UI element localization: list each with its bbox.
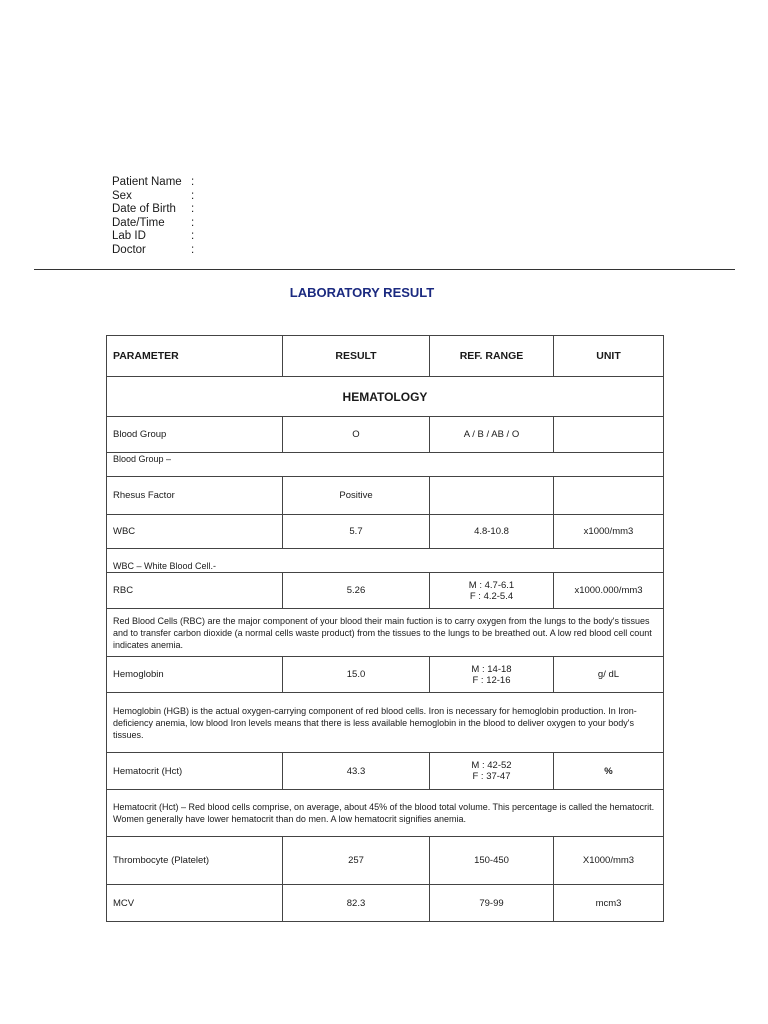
table-row [107, 515, 664, 549]
unit-rbc: x1000.000/mm3 [554, 573, 664, 609]
lab-results-table [106, 335, 664, 922]
header-divider [34, 269, 735, 270]
doctor-label: Doctor [112, 243, 146, 256]
unit-wbc: x1000/mm3 [554, 515, 664, 549]
range-hematocrit-male: M : 42-52 [471, 760, 512, 771]
result-mcv: 82.3 [283, 885, 430, 922]
doctor-row [112, 244, 201, 258]
note-hemoglobin: Hemoglobin (HGB) is the actual oxygen-carrying component of red blood cells. Iron is necessary for hemoglobin production. In Iron-deficiency anemia, low blood Iron levels means that there is less available hemoglobin in the blood to deliver oxygen to your body's tissues. [107, 693, 664, 753]
table-row [107, 477, 664, 515]
patient-name-label: Patient Name [112, 176, 182, 188]
param-wbc: WBC [107, 515, 283, 549]
note-row [107, 453, 664, 477]
patient-info [112, 176, 201, 258]
unit-thrombocyte: X1000/mm3 [554, 837, 664, 885]
param-rhesus: Rhesus Factor [107, 477, 283, 515]
table-header-row [107, 336, 664, 377]
datetime-sep: : [191, 216, 195, 229]
unit-blood-group [554, 417, 664, 453]
lab-id-sep: : [191, 230, 195, 243]
report-title: LABORATORY RESULT [289, 285, 435, 300]
note-rbc: Red Blood Cells (RBC) are the major component of your blood their main fuction is to carry oxygen from the lungs to the body's tissues and to transfer carbon dioxide (a normal cells waste product) from the tissues to the lungs to be breathed out. A low red blood cell count indicates anemia. [107, 609, 664, 657]
header-parameter: PARAMETER [107, 336, 283, 377]
note-row [107, 790, 664, 837]
table-row [107, 573, 664, 609]
result-blood-group: O [283, 417, 430, 453]
header-unit: UNIT [554, 336, 664, 377]
result-thrombocyte: 257 [283, 837, 430, 885]
note-blood-group: Blood Group – [107, 453, 664, 477]
unit-rhesus [554, 477, 664, 515]
param-thrombocyte: Thrombocyte (Platelet) [107, 837, 283, 885]
dob-row [112, 203, 201, 217]
note-row [107, 549, 664, 573]
range-hematocrit-female: F : 37-47 [472, 771, 511, 782]
unit-hemoglobin: g/ dL [554, 657, 664, 693]
datetime-row [112, 217, 201, 231]
section-hematology: HEMATOLOGY [107, 377, 664, 417]
patient-name-sep: : [191, 176, 195, 188]
patient-name-row [112, 176, 201, 190]
range-hematocrit [430, 753, 554, 790]
sex-sep: : [191, 189, 195, 202]
result-rhesus: Positive [283, 477, 430, 515]
dob-sep: : [191, 203, 195, 216]
result-hematocrit: 43.3 [283, 753, 430, 790]
range-hemoglobin-female: F : 12-16 [472, 674, 511, 686]
table-row [107, 885, 664, 922]
table-row [107, 837, 664, 885]
datetime-label: Date/Time [112, 216, 165, 229]
lab-id-row [112, 230, 201, 244]
header-ref-range: REF. RANGE [430, 336, 554, 377]
param-blood-group: Blood Group [107, 417, 283, 453]
range-blood-group: A / B / AB / O [430, 417, 554, 453]
table-row [107, 753, 664, 790]
param-mcv: MCV [107, 885, 283, 922]
table-row [107, 417, 664, 453]
note-row [107, 693, 664, 753]
range-hemoglobin [430, 657, 554, 693]
param-hemoglobin: Hemoglobin [107, 657, 283, 693]
note-row [107, 609, 664, 657]
range-wbc: 4.8-10.8 [430, 515, 554, 549]
param-hematocrit: Hematocrit (Hct) [107, 753, 283, 790]
doctor-sep: : [191, 243, 195, 256]
range-rhesus [430, 477, 554, 515]
note-wbc: WBC – White Blood Cell.- [107, 549, 664, 573]
result-hemoglobin: 15.0 [283, 657, 430, 693]
section-row [107, 377, 664, 417]
sex-label: Sex [112, 189, 132, 202]
table-row [107, 657, 664, 693]
dob-label: Date of Birth [112, 203, 176, 216]
result-rbc: 5.26 [283, 573, 430, 609]
param-rbc: RBC [107, 573, 283, 609]
note-hematocrit: Hematocrit (Hct) – Red blood cells comprise, on average, about 45% of the blood total volume. This percentage is called the hematocrit. Women generally have lower hematocrit than do men. A low hematocrit signifies anemia. [107, 790, 664, 837]
range-rbc-male: M : 4.7-6.1 [468, 579, 515, 591]
result-wbc: 5.7 [283, 515, 430, 549]
unit-mcv: mcm3 [554, 885, 664, 922]
header-result: RESULT [283, 336, 430, 377]
range-rbc-female: F : 4.2-5.4 [469, 590, 514, 602]
lab-id-label: Lab ID [112, 230, 146, 243]
range-thrombocyte: 150-450 [430, 837, 554, 885]
sex-row [112, 190, 201, 204]
range-mcv: 79-99 [430, 885, 554, 922]
unit-hematocrit: % [554, 753, 664, 790]
range-hemoglobin-male: M : 14-18 [471, 663, 512, 675]
range-rbc [430, 573, 554, 609]
